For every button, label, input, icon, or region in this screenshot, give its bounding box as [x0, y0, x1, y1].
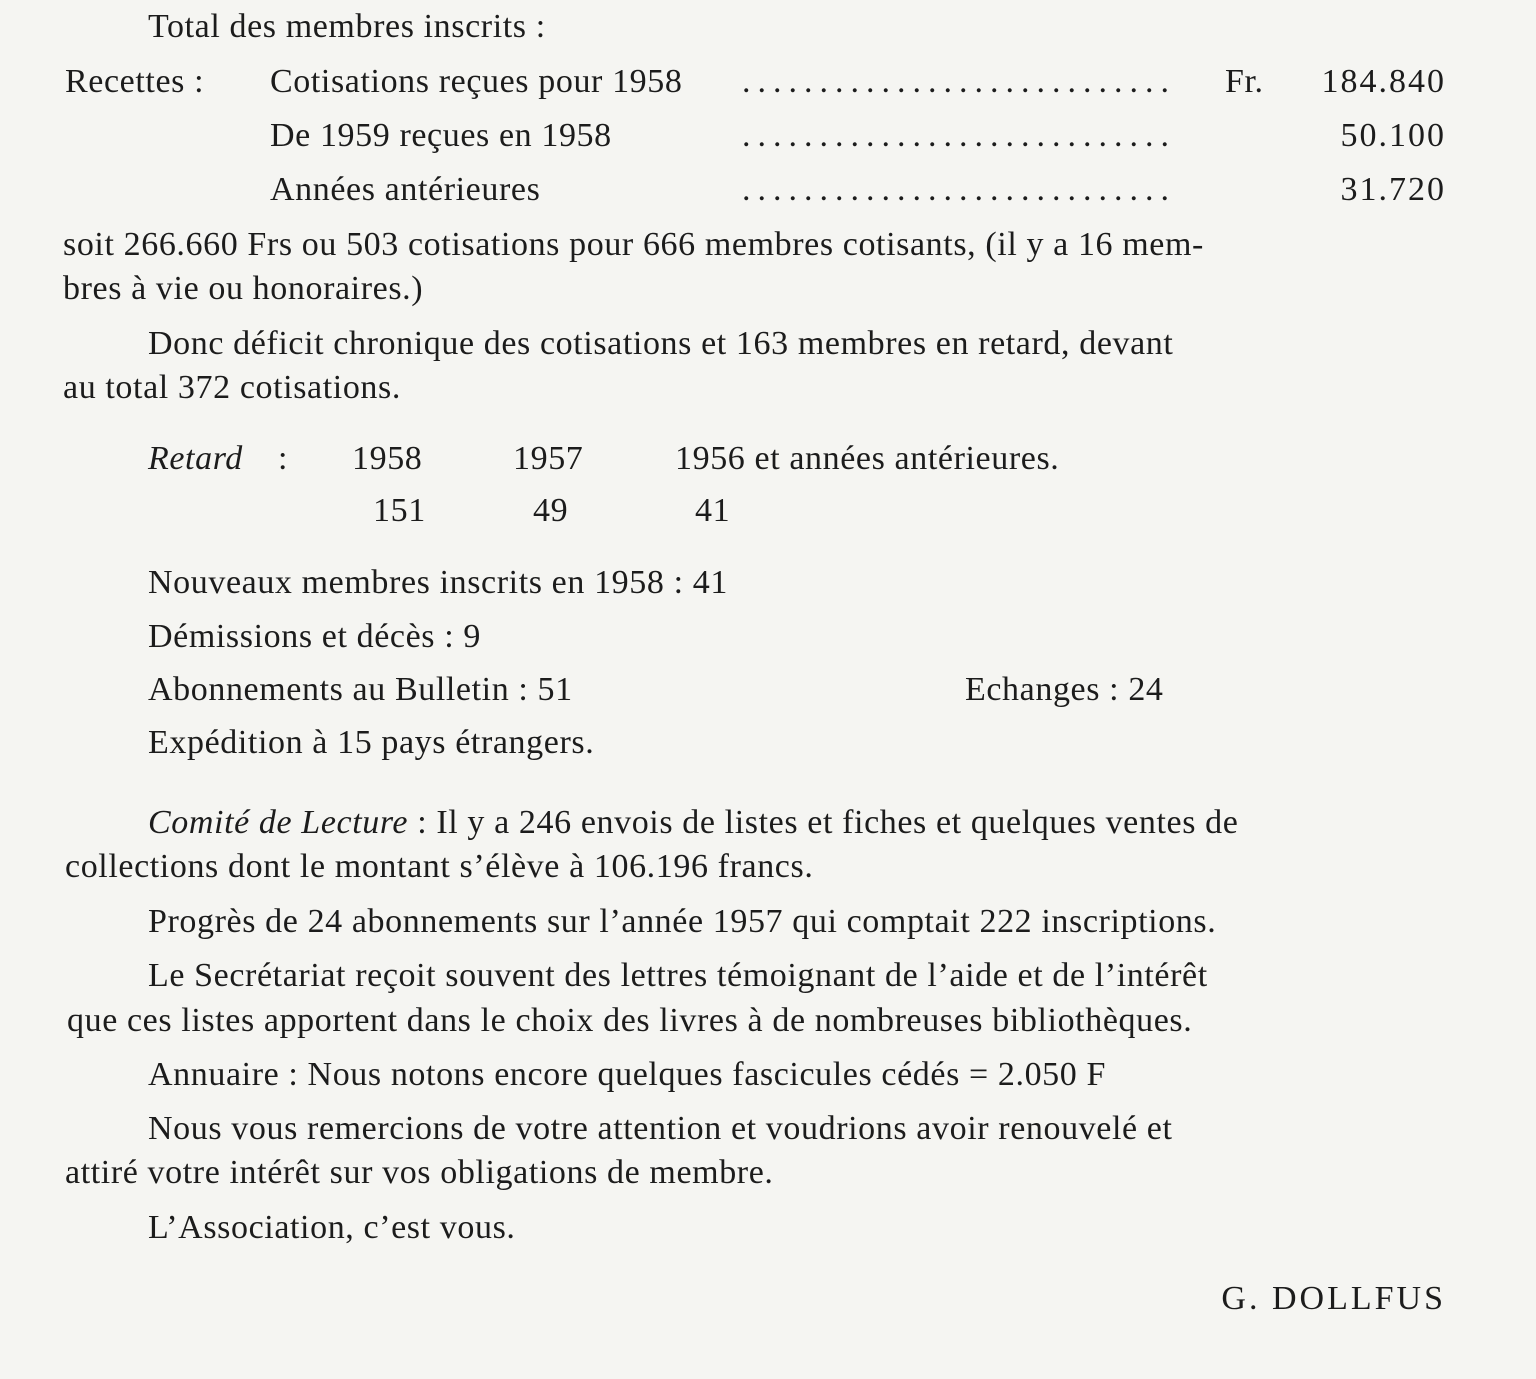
summary-line-1: soit 266.660 Frs ou 503 cotisations pour 666 membres cotisants, (il y a 16 mem-	[63, 226, 1204, 263]
recettes-row	[270, 117, 1446, 161]
summary-line-2: bres à vie ou honoraires.)	[63, 270, 424, 307]
remerciements-line-2: attiré votre intérêt sur vos obligations de membre.	[65, 1154, 774, 1191]
comite-label: Comité de Lecture	[148, 804, 409, 841]
secretariat-line-1: Le Secrétariat reçoit souvent des lettres témoignant de l’aide et de l’intérêt	[148, 957, 1208, 994]
dot-leader: ............................	[742, 171, 1176, 208]
dot-leader: ............................	[742, 117, 1176, 154]
retard-year: 1958	[352, 440, 423, 477]
retard-label: Retard	[148, 440, 243, 477]
recettes-row-label: De 1959 reçues en 1958	[270, 117, 626, 155]
retard-count: 151	[373, 492, 426, 529]
recettes-row	[270, 171, 1446, 215]
deficit-line-1: Donc déficit chronique des cotisations et 163 membres en retard, devant	[148, 325, 1174, 362]
remerciements-line-1: Nous vous remercions de votre attention et voudrions avoir renouvelé et	[148, 1110, 1173, 1147]
comite-line-1	[148, 804, 1238, 842]
currency-label: Fr.	[1225, 63, 1264, 100]
comite-line-2: collections dont le montant s’élève à 106.196 francs.	[65, 848, 814, 885]
recettes-row-label: Années antérieures	[270, 171, 554, 209]
deficit-line-2: au total 372 cotisations.	[63, 369, 401, 406]
recettes-row-amount: 31.720	[1340, 171, 1446, 208]
recettes-label: Recettes :	[65, 63, 205, 100]
annuaire-paragraph: Annuaire : Nous notons encore quelques fascicules cédés = 2.050 F	[148, 1056, 1106, 1093]
demissions: Démissions et décès : 9	[148, 618, 481, 655]
nouveaux-membres: Nouveaux membres inscrits en 1958 : 41	[148, 564, 728, 601]
secretariat-line-2: que ces listes apportent dans le choix des livres à de nombreuses bibliothèques.	[67, 1002, 1193, 1039]
echanges: Echanges : 24	[965, 671, 1164, 708]
progres-paragraph: Progrès de 24 abonnements sur l’année 1957 qui comptait 222 inscriptions.	[148, 903, 1217, 940]
recettes-row-label: Cotisations reçues pour 1958	[270, 63, 696, 101]
retard-count: 49	[533, 492, 569, 529]
members-heading: Total des membres inscrits :	[148, 8, 546, 45]
abonnements: Abonnements au Bulletin : 51	[148, 671, 573, 708]
retard-year: 1956 et années antérieures.	[675, 440, 1060, 477]
recettes-row-amount: 50.100	[1340, 117, 1446, 154]
recettes-row	[270, 63, 1446, 107]
comite-text: : Il y a 246 envois de listes et fiches et quelques ventes de	[408, 804, 1239, 841]
signature: G. DOLLFUS	[1221, 1280, 1446, 1317]
recettes-row-amount: 184.840	[1321, 63, 1446, 100]
retard-year: 1957	[513, 440, 584, 477]
dot-leader: ............................	[742, 63, 1176, 100]
closing-line: L’Association, c’est vous.	[148, 1209, 516, 1246]
expedition: Expédition à 15 pays étrangers.	[148, 724, 595, 761]
retard-colon: :	[278, 440, 289, 477]
retard-count: 41	[695, 492, 731, 529]
